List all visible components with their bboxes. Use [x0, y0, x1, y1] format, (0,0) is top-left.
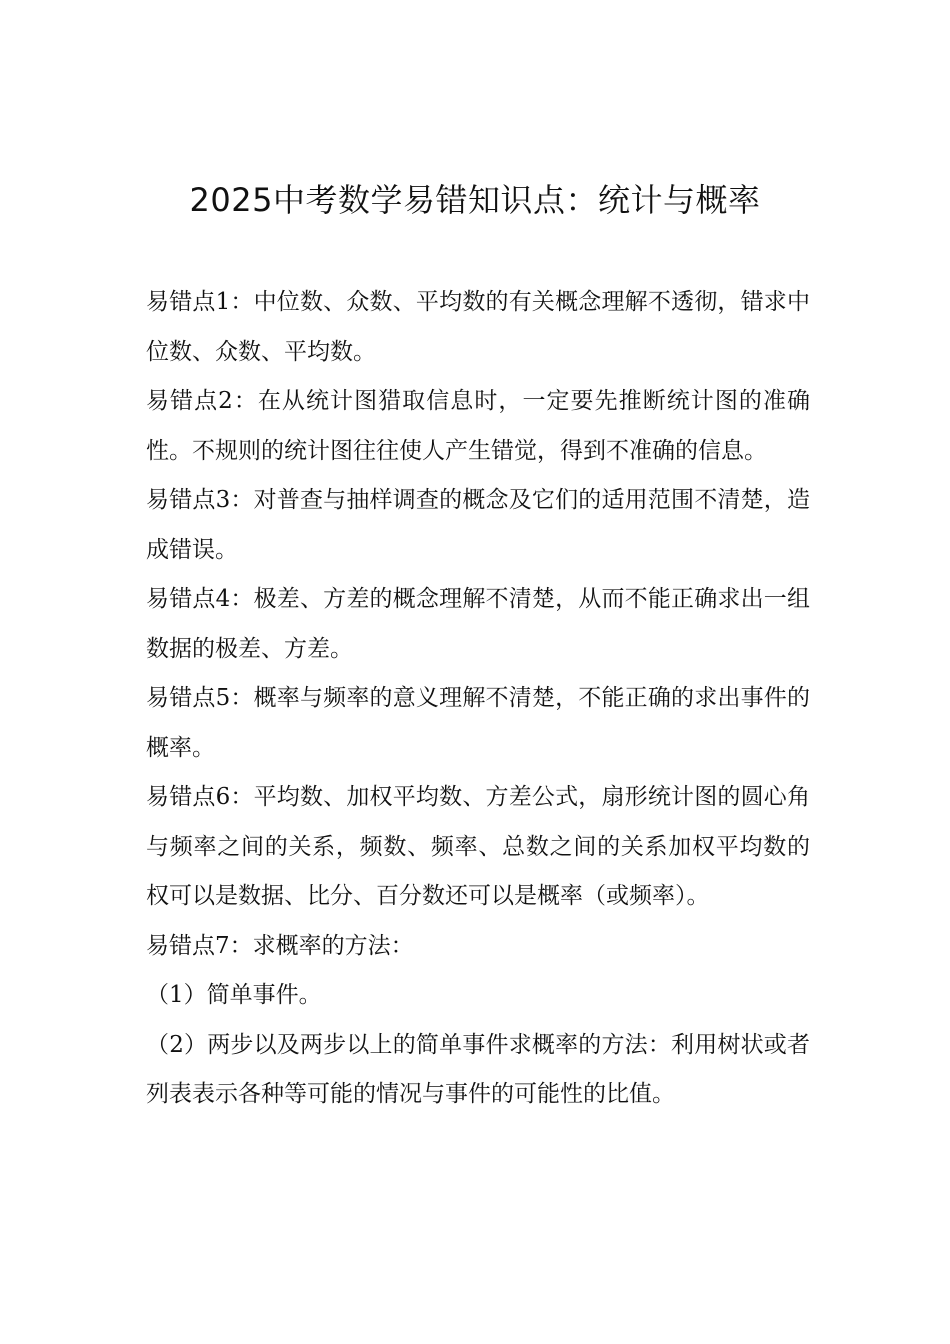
paragraph-method-2: （2）两步以及两步以上的简单事件求概率的方法：利用树状或者列表表示各种等可能的情况与事件的可能性的比值。 [146, 1031, 810, 1107]
paragraph-mistake-5: 易错点5：概率与频率的意义理解不清楚，不能正确的求出事件的概率。 [146, 685, 810, 761]
paragraph-mistake-1: 易错点1：中位数、众数、平均数的有关概念理解不透彻，错求中位数、众数、平均数。 [146, 289, 810, 365]
paragraph-method-1: （1）简单事件。 [146, 982, 322, 1008]
paragraph-mistake-2: 易错点2：在从统计图猎取信息时，一定要先推断统计图的准确性。不规则的统计图往往使人产生错觉，得到不准确的信息。 [146, 388, 810, 464]
paragraph-mistake-4: 易错点4：极差、方差的概念理解不清楚，从而不能正确求出一组数据的极差、方差。 [146, 586, 810, 662]
document-title: 2025中考数学易错知识点：统计与概率 [189, 181, 761, 219]
paragraph-mistake-3: 易错点3：对普查与抽样调查的概念及它们的适用范围不清楚，造成错误。 [146, 487, 810, 563]
document-body [146, 278, 810, 1120]
paragraph-mistake-6: 易错点6：平均数、加权平均数、方差公式，扇形统计图的圆心角与频率之间的关系，频数、频率、总数之间的关系加权平均数的权可以是数据、比分、百分数还可以是概率（或频率）。 [146, 784, 810, 909]
paragraph-mistake-7: 易错点7：求概率的方法： [146, 932, 414, 959]
